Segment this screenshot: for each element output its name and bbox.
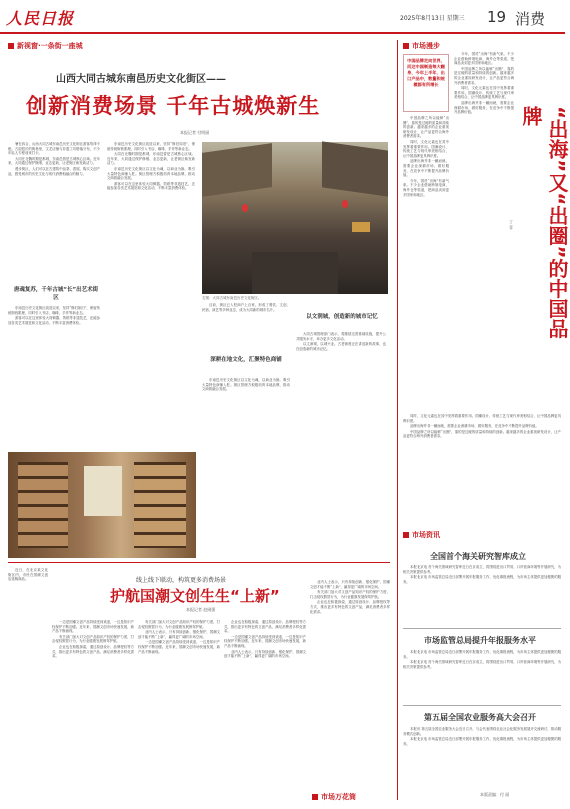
main-kicker: 山西大同古城东南邑历史文化街区—— [56,74,226,85]
photo-shop-sign [352,222,370,232]
newspaper-logo: 人民日报 [6,9,75,28]
main-col-4: 大同古城管理部门表示，将继续完善基础设施，提升公共服务水平，举办更多文化活动。 以文润城，以城兴业。古老街巷正在讲述新的故事，也在创造新的城市记忆。 [296,332,386,351]
pull-quote-box [403,54,449,112]
column-text-2: 中国品牌之所以能够“出圈”，靠的是过硬的质量和持续的创新。越来越多的企业重视研发设计，让产品更符合海外消费者需求。 同时，文化元素也在其中发挥着重要作用。国潮设计、传统工艺与现代审美相结合，让中国品牌更具辨识度。 品牌出海并非一蹴而就，需要企业深耕市场、做好服务，在竞争中不断提升品牌价值。 今年，国货“出海”有新气象。不少企业借助跨境电商、海外仓等渠道，把商品卖到更多国家和地区。 [403,116,449,197]
photo-shelf [18,462,68,548]
photo-shelf [134,462,186,548]
main-divider [8,562,390,563]
news-2-title: 市场监管总局提升年报服务水平 [424,636,536,645]
bottom-col-3: 企业也在积极探索，通过原创设计、品牌授权等方式，推出更多有特色的文创产品，满足消费者多样化需求。 一边是国潮文创产品持续受到欢迎，一边是知识产权保护不断加强。近年来，国潮文创市场快速发展，新产品不断涌现。 业内人士表示，只有持续创新、强化保护，国潮文创才能不断“上新”，赢得更广阔的市场空间。 [224,620,306,659]
news-divider [403,628,561,629]
news-3-title: 第五届全国农业服务高大会召开 [424,713,536,722]
bottom-kicker: 线上线下联动，构筑更多消费场景 [136,577,227,584]
market-news-title: 市场资讯 [403,530,440,540]
masthead [0,0,565,34]
column-vertical-title [518,106,569,356]
page-editor: 本版责编：付 丽 [480,792,510,797]
street-photo [202,142,388,294]
issue-date: 2025年8月13日 星期三 [400,15,465,22]
photo-roof-right [322,141,388,196]
subhead-3: 以文润城，创造新的城市记忆 [306,314,378,320]
main-col-1: 暑在四合，山西大同古城东南邑历史文化街区游客络绎不绝。古韵悠长的街巷里，文艺店铺与非遗工坊错落分布，不少年轻人专程前来打卡。 大同在北魏时期是都城，东南邑曾是古城核心区域。近年来，大同通过保护修缮、业态更新，让老街区焕发新活力。 漫步街区，人们可以在古建筑中品茶、看展、购买文创产品，感受城市的历史文化与现代消费相融合的魅力。 [8,142,100,176]
column-title: “出海”又“出圈”的中国品牌 [519,106,569,339]
subhead-2: 深耕在地文化，汇聚特色商铺 [210,357,282,363]
bottom-section-tag: 市场万花筒 [312,792,356,802]
main-byline: 本报记者 付明丽 [180,130,210,135]
bottom-col-4: 业内人士表示，只有持续创新、强化保护，国潮文创才能不断“上新”，赢得更广阔的市场空间。 有关部门加大对文创产品知识产权的保护力度，打击侵权假冒行为，为行业健康发展保驾护航。 企业也在积极探索，通过原创设计、品牌授权等方式，推出更多有特色的文创产品，满足消费者多样化需求。 [310,580,390,614]
tag-square-icon [403,43,409,49]
tag-square-icon [312,794,318,800]
main-col-3b: 东南邑历史文化街区以文化为魂，以商业为脉，吸引大量特色商铺入驻。街区管理方积极培育本地品牌，推动文商旅融合发展。 [202,378,290,392]
main-col-1b: 东南邑历史文化街区改造以来，坚持“修旧如旧”，保留传统街巷肌理，同时引入书店、咖啡、手作等新业态。 游客可以在这里体验大同铜器、剪纸等非遗技艺，还能参加各类艺术展览和文化活动，不断丰富消费体验。 [8,306,100,325]
column-text-1: 今年，国货“出海”有新气象。不少企业借助跨境电商、海外仓等渠道，把商品卖到更多国家和地区。 中国品牌之所以能够“出圈”，靠的是过硬的质量和持续的创新。越来越多的企业重视研发设计，让产品更符合海外消费者需求。 同时，文化元素也在其中发挥着重要作用。国潮设计、传统工艺与现代审美相结合，让中国品牌更具辨识度。 品牌出海并非一蹴而就，需要企业深耕市场、做好服务，在竞争中不断提升品牌价值。 [454,52,514,115]
page-number: 19 [487,8,507,26]
tag-square-icon [403,532,409,538]
photo-lantern [242,204,248,212]
section-name: 消费 [515,10,546,28]
news-divider [403,705,561,706]
bottom-col-1: 一边是国潮文创产品持续受到欢迎，一边是知识产权保护不断加强。近年来，国潮文创市场快速发展，新产品不断涌现。 有关部门加大对文创产品知识产权的保护力度，打击侵权假冒行为，为行业健康发展保驾护航。 企业也在积极探索，通过原创设计、品牌授权等方式，推出更多有特色的文创产品，满足消费者多样化需求。 [52,620,134,659]
news-3-body: 本报讯 第五届全国农业服务大会近日召开，与会代表围绕农业社会化服务发展展开交流研讨，推动服务模式创新。 本报北京电 市场监管总局近日部署开展年报服务工作，优化填报流程，为市场主体提供更加便捷的服务。 [403,727,561,746]
photo-caption: 右图：大同古城东南邑历史文化街区。 [202,296,262,300]
column-text-3: 同时，文化元素也在其中发挥着重要作用。国潮设计、传统工艺与现代审美相结合，让中国品牌更具辨识度。 品牌出海并非一蹴而就，需要企业深耕市场、做好服务，在竞争中不断提升品牌价值。 中国品牌之所以能够“出圈”，靠的是过硬的质量和持续的创新。越来越多的企业重视研发设计，让产品更符合海外消费者需求。 [403,414,561,439]
right-rule [397,40,398,800]
photo-roof-left [202,143,272,197]
column-tag: 新视窗·一条街一座城 [8,41,83,51]
news-1-body: 本报北京电 首个海关领域研究智库近日在京成立，将围绕进出口贸易、口岸营商环境等开展研究，为相关决策提供参考。 本报北京电 市场监管总局近日部署开展年报服务工作，优化填报流程，为市场主体提供更加便捷的服务。 [403,565,561,584]
market-stroll-title: 市场漫步 [403,41,440,51]
news-1-title: 全国首个海关研究智库成立 [430,552,526,561]
bottom-headline: 护航国潮文创生生“上新” [110,587,280,605]
bottom-byline: 本报记者 赵刚强 [186,607,216,612]
photo-window [84,466,122,516]
photo-lantern [342,200,348,208]
main-col-3: 目前，街区已入驻商户上百家，形成了餐饮、文创、民宿、演艺等多种业态，成为大同新的城市名片。 [202,303,290,312]
main-col-2: 东南邑历史文化街区改造以来，坚持“修旧如旧”，保留传统街巷肌理，同时引入书店、咖啡、手作等新业态。 大同在北魏时期是都城，东南邑曾是古城核心区域。近年来，大同通过保护修缮、业态更新，让老街区焕发新活力。 东南邑历史文化街区以文化为魂，以商业为脉，吸引大量特色商铺入驻。街区管理方积极培育本地品牌，推动文商旅融合发展。 游客可以在这里体验大同铜器、剪纸等非遗技艺，还能参加各类艺术展览和文化活动，不断丰富消费体验。 [107,142,195,191]
bottom-col-2: 有关部门加大对文创产品知识产权的保护力度，打击侵权假冒行为，为行业健康发展保驾护航。 业内人士表示，只有持续创新、强化保护，国潮文创才能不断“上新”，赢得更广阔的市场空间。 一边是国潮文创产品持续受到欢迎，一边是知识产权保护不断加强。近年来，国潮文创市场快速发展，新产品不断涌现。 [138,620,220,654]
news-2-body: 本报北京电 市场监管总局近日部署开展年报服务工作，优化填报流程，为市场主体提供更加便捷的服务。 本报北京电 首个海关领域研究智库近日在京成立，将围绕进出口贸易、口岸营商环境等开展研究，为相关决策提供参考。 [403,650,561,669]
subhead-1: 唐魂复苏，千年古城“长”出艺术街区 [13,287,99,301]
tag-square-icon [8,43,14,49]
column-author: 丁 菲 [509,220,514,230]
main-headline: 创新消费场景 千年古城焕新生 [26,94,321,118]
pull-quote: 中国品牌走向世界，而这中国制造每大翻身，今年上半年，出口产品中，数量和规模都有所增长 [407,58,445,87]
bottom-side-caption: 近日，在北京某文化街区内，市民在国潮文创店选购商品。 [8,568,48,582]
photo-street [252,252,338,294]
bookstore-photo [8,452,196,558]
